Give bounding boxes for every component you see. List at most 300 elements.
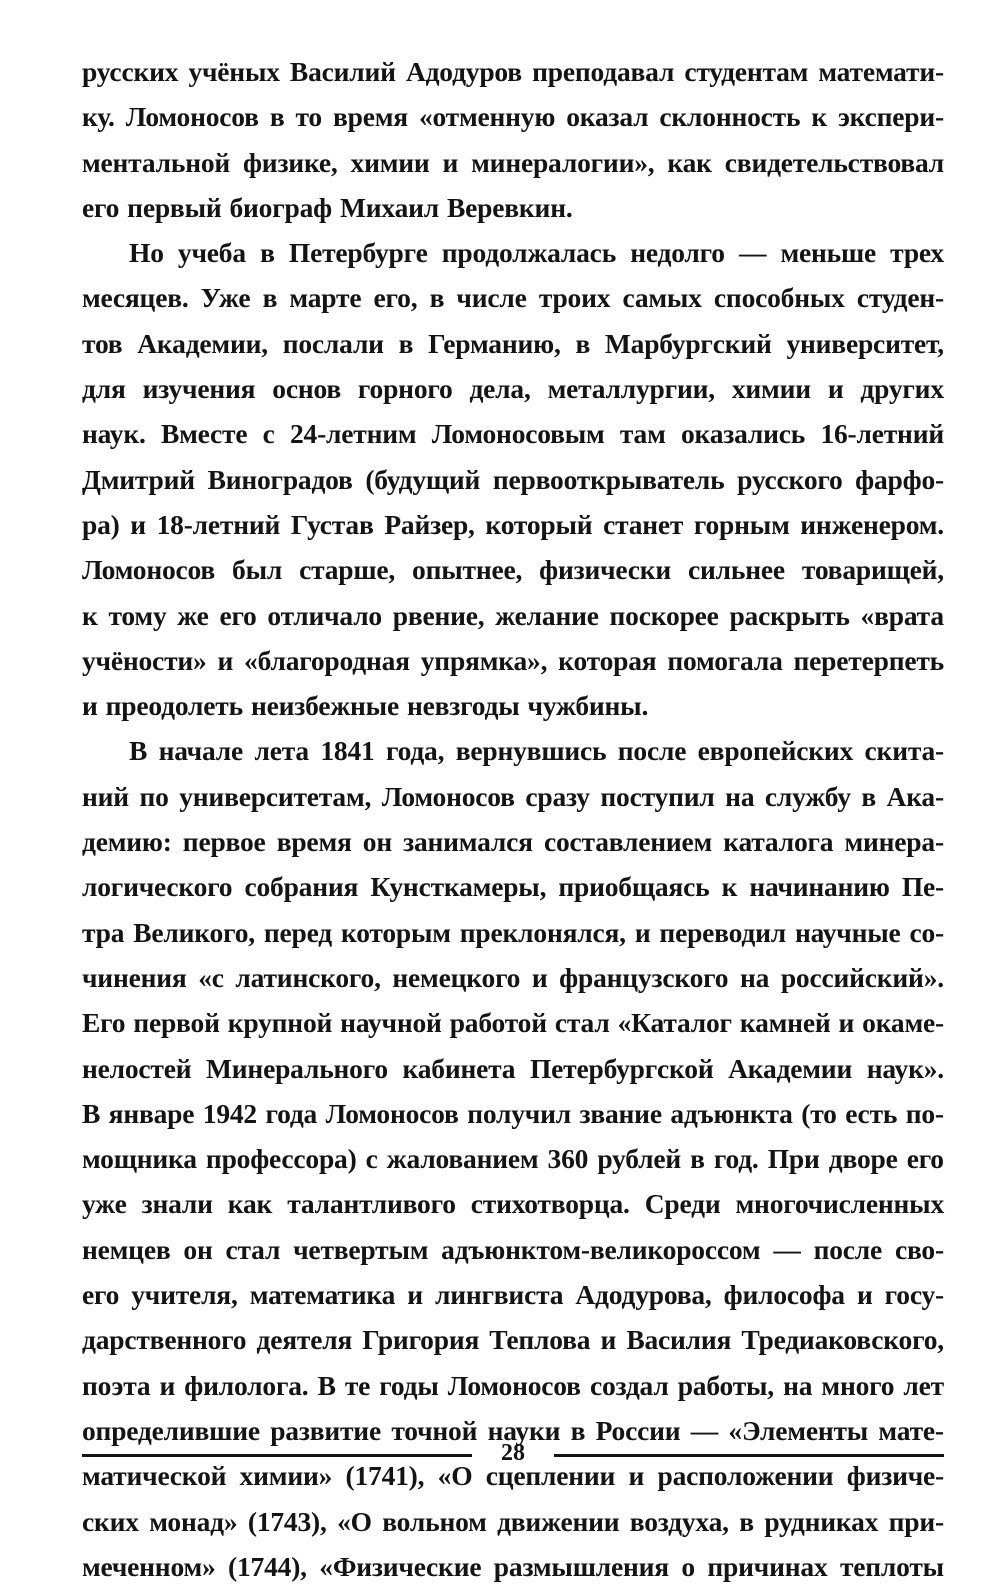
word: к xyxy=(82,599,98,631)
word: Уже xyxy=(200,282,251,314)
word: он xyxy=(362,826,392,858)
word: работы, xyxy=(677,1369,774,1401)
word: научные xyxy=(794,916,901,948)
word: поскорее xyxy=(609,599,719,631)
word: Василий xyxy=(289,56,396,87)
word: — xyxy=(773,1233,801,1265)
word: экспери- xyxy=(837,101,944,133)
text-line xyxy=(82,464,944,509)
word: склонность xyxy=(659,101,801,133)
word: Григория xyxy=(362,1324,480,1356)
word: марте xyxy=(289,282,362,314)
word: стихотворца. xyxy=(470,1188,630,1220)
word: Виноградов xyxy=(207,463,353,495)
word: четвертым xyxy=(293,1233,429,1265)
word: вернувшись xyxy=(455,735,607,767)
word: движении xyxy=(497,1505,620,1537)
word: Но xyxy=(129,237,164,269)
word: переводил xyxy=(659,916,786,948)
word: каталога xyxy=(723,826,834,858)
word: мощника xyxy=(82,1143,197,1175)
word: горным xyxy=(693,508,790,540)
text-line xyxy=(82,962,944,1007)
word: работой xyxy=(449,1007,547,1039)
word: учёности» xyxy=(82,644,207,676)
text-line xyxy=(82,917,944,962)
word: 1942 xyxy=(202,1097,257,1129)
word: Ломоносов xyxy=(381,780,515,812)
text-line xyxy=(82,645,944,690)
word: и xyxy=(130,508,146,540)
word: начинанию xyxy=(749,871,890,903)
word: расположении xyxy=(657,1460,834,1492)
word: Дмитрий xyxy=(82,463,195,495)
word: желание xyxy=(495,599,599,631)
word: студен- xyxy=(856,282,944,314)
word: послали xyxy=(282,327,384,359)
word: теплоты xyxy=(839,1550,944,1582)
word: воздуха, xyxy=(629,1505,729,1537)
word: адъюнкта xyxy=(670,1097,793,1129)
word: о xyxy=(681,1550,695,1582)
word: демию: xyxy=(82,826,172,858)
word: — xyxy=(690,1414,719,1446)
word: В xyxy=(129,735,148,767)
word: Академии xyxy=(728,1052,853,1084)
word: неизбежные xyxy=(250,690,399,722)
word: и xyxy=(217,644,234,676)
word: В xyxy=(82,1097,101,1129)
word: других xyxy=(860,373,944,405)
word: в xyxy=(262,282,278,314)
word: раскрыть xyxy=(729,599,850,631)
word: год. xyxy=(713,1143,759,1175)
word: по- xyxy=(905,1097,944,1129)
word: деятеля xyxy=(256,1324,353,1356)
text-line xyxy=(82,328,944,373)
word: причинах xyxy=(707,1550,828,1582)
word: на xyxy=(739,961,770,993)
word: учителя, xyxy=(131,1279,238,1311)
text-line xyxy=(82,101,944,146)
text-line xyxy=(82,192,944,237)
word: «О xyxy=(437,1460,473,1492)
word: чужбины. xyxy=(527,690,649,722)
word: Ломоносов xyxy=(325,1097,459,1129)
text-line xyxy=(82,735,944,780)
word: отличало xyxy=(267,599,382,631)
word: старше, xyxy=(299,554,396,586)
word: окаме- xyxy=(862,1007,944,1039)
word: Кунсткамеры, xyxy=(370,871,547,903)
word: вольном xyxy=(382,1505,487,1537)
text-line xyxy=(82,1234,944,1279)
text-line xyxy=(82,509,944,554)
word: уже xyxy=(82,1188,127,1220)
word: Марбургский xyxy=(604,327,772,359)
word: которым xyxy=(340,916,451,948)
word: ских xyxy=(82,1505,139,1537)
word: тому xyxy=(108,599,167,631)
word: студентам xyxy=(684,56,809,87)
word: российский». xyxy=(780,961,944,993)
text-line xyxy=(82,1098,944,1143)
word: Среди xyxy=(644,1188,721,1220)
word: определившие xyxy=(82,1414,260,1446)
word: тра xyxy=(82,916,125,948)
text-line xyxy=(82,554,944,599)
word: «благородная xyxy=(244,644,410,676)
word: европейских xyxy=(697,735,854,767)
word: математи- xyxy=(818,56,944,87)
word: — xyxy=(738,237,767,269)
word: рублей xyxy=(597,1143,681,1175)
text-line xyxy=(82,871,944,916)
word: на xyxy=(783,1369,813,1401)
word: года, xyxy=(385,735,445,767)
word: Пе- xyxy=(901,871,944,903)
word: 360 xyxy=(547,1143,589,1175)
word: и xyxy=(407,1279,423,1311)
word: опытнее, xyxy=(412,554,523,586)
word: 1841 xyxy=(320,735,375,767)
word: преподавал xyxy=(532,56,675,87)
word: Его xyxy=(82,1007,126,1039)
word: сцеплении xyxy=(485,1460,616,1492)
word: наук». xyxy=(866,1052,944,1084)
text-line xyxy=(82,826,944,871)
word: годы xyxy=(379,1369,439,1401)
word: его xyxy=(82,1279,120,1311)
footer-rule-left xyxy=(82,1454,472,1457)
word: Густав xyxy=(290,508,374,540)
word: в xyxy=(429,282,445,314)
word: его xyxy=(219,599,257,631)
word: как xyxy=(227,1188,273,1220)
word: месяцев. xyxy=(82,282,189,314)
word: троих xyxy=(538,282,611,314)
word: (1741), xyxy=(345,1460,425,1492)
text-line xyxy=(82,237,944,282)
word: Теплова xyxy=(489,1324,591,1356)
word: «О xyxy=(337,1505,372,1537)
word: чинения xyxy=(82,961,187,993)
word: Германию, xyxy=(428,327,561,359)
word: профессора) xyxy=(205,1143,357,1175)
word: собрания xyxy=(244,871,359,903)
word: металлургии, xyxy=(547,373,715,405)
footer-rule-right xyxy=(554,1454,944,1457)
word: математика xyxy=(249,1279,396,1311)
word: свидетельствовал xyxy=(724,146,944,178)
word: январе xyxy=(108,1097,195,1129)
word: товарищей, xyxy=(801,554,944,586)
word: и xyxy=(628,1460,645,1492)
word: начале xyxy=(158,735,244,767)
word: адъюнктом-великороссом xyxy=(441,1233,761,1265)
word: филолога. xyxy=(184,1369,309,1401)
word: и xyxy=(634,916,651,948)
word: русского xyxy=(737,463,843,495)
word: помогала xyxy=(667,644,783,676)
word: в xyxy=(260,237,275,269)
word: Адодурова, xyxy=(575,1279,712,1311)
page-body-text xyxy=(82,56,944,1596)
word: стал xyxy=(225,1233,281,1265)
word: после xyxy=(617,735,687,767)
word: к xyxy=(811,101,827,133)
word: первое xyxy=(182,826,266,858)
word: первой xyxy=(133,1007,220,1039)
text-line xyxy=(82,1551,944,1596)
word: Ломоносовым xyxy=(431,418,605,450)
word: преклонялся, xyxy=(459,916,626,948)
word: 24-летним xyxy=(289,418,417,450)
word: 16-летний xyxy=(820,418,944,450)
word: изучения xyxy=(142,373,256,405)
word: размышления xyxy=(493,1550,669,1582)
text-line xyxy=(82,1506,944,1551)
word: трех xyxy=(890,237,944,269)
word: Ака- xyxy=(886,780,944,812)
word: знали xyxy=(141,1188,213,1220)
word: его, xyxy=(373,282,418,314)
word: станет xyxy=(603,508,684,540)
word: химии xyxy=(731,373,811,405)
word: учёных xyxy=(188,56,280,87)
word: Петербургской xyxy=(529,1052,714,1084)
word: есть xyxy=(845,1097,898,1129)
word: и xyxy=(442,146,459,178)
word: философа xyxy=(723,1279,845,1311)
word: ментальной xyxy=(82,146,231,178)
word: матической xyxy=(82,1460,227,1492)
word: точной xyxy=(391,1414,478,1446)
word: службу xyxy=(764,780,851,812)
word: Петербурге xyxy=(288,237,428,269)
text-line xyxy=(82,600,944,645)
word: (будущий xyxy=(365,463,481,495)
word: к xyxy=(721,871,738,903)
word: получил xyxy=(467,1097,571,1129)
word: Академии, xyxy=(137,327,268,359)
word: звание xyxy=(579,1097,662,1129)
word: меченном» xyxy=(82,1550,216,1582)
word: самых xyxy=(622,282,702,314)
word: рвение, xyxy=(392,599,485,631)
word: 18-летний xyxy=(156,508,281,540)
word: продолжалась xyxy=(441,237,617,269)
word: лета xyxy=(254,735,309,767)
word: Тредиаковского, xyxy=(741,1324,944,1356)
word: числе xyxy=(456,282,527,314)
word: Василия xyxy=(626,1324,732,1356)
word: в xyxy=(739,1505,754,1537)
text-line xyxy=(82,1053,944,1098)
word: русских xyxy=(82,56,179,87)
word: в xyxy=(861,780,876,812)
word: «Элементы xyxy=(728,1414,869,1446)
word: «отменную xyxy=(418,101,556,133)
word: года xyxy=(265,1097,318,1129)
word: физически xyxy=(539,554,672,586)
word: горного xyxy=(357,373,453,405)
word: химии xyxy=(350,146,430,178)
word: научной xyxy=(340,1007,442,1039)
text-line xyxy=(82,418,944,463)
word: фарфо- xyxy=(855,463,944,495)
word: немцев xyxy=(82,1233,171,1265)
word: биограф xyxy=(229,191,332,223)
word: развитие xyxy=(270,1414,381,1446)
page-number: 28 xyxy=(501,1440,525,1466)
word: время xyxy=(276,826,352,858)
word: и xyxy=(600,1324,617,1356)
text-line xyxy=(82,147,944,192)
word: который xyxy=(485,508,593,540)
word: много xyxy=(821,1369,895,1401)
word: физике, xyxy=(242,146,338,178)
word: камней xyxy=(739,1007,831,1039)
word: химии» xyxy=(239,1460,333,1492)
word: в xyxy=(269,101,285,133)
word: рудниках xyxy=(764,1505,879,1537)
word: в xyxy=(575,327,591,359)
word: кабинета xyxy=(402,1052,516,1084)
word: преодолеть xyxy=(105,690,243,722)
word: науки xyxy=(487,1414,561,1446)
word: университетам, xyxy=(179,780,372,812)
word: его xyxy=(82,191,120,223)
word: в xyxy=(690,1143,705,1175)
word: сильнее xyxy=(688,554,785,586)
word: в xyxy=(570,1414,586,1446)
word: то xyxy=(295,101,322,133)
word: перед xyxy=(263,916,332,948)
word: невзгоды xyxy=(406,690,520,722)
word: первооткрыватель xyxy=(492,463,725,495)
word: немецкого xyxy=(392,961,521,993)
word: «Физические xyxy=(319,1550,482,1582)
word: университет, xyxy=(786,327,944,359)
word: меньше xyxy=(780,237,876,269)
word: упрямка», xyxy=(420,644,548,676)
word: Адодуров xyxy=(405,56,522,87)
word: дела, xyxy=(469,373,531,405)
word: ра) xyxy=(82,508,120,540)
word: наук. xyxy=(82,418,146,450)
text-line xyxy=(82,373,944,418)
word: «с xyxy=(198,961,224,993)
word: время xyxy=(332,101,408,133)
word: (1744), xyxy=(228,1550,307,1582)
text-line xyxy=(82,56,944,101)
page-footer xyxy=(82,1440,944,1470)
word: французского xyxy=(559,961,729,993)
word: создал xyxy=(589,1369,669,1401)
text-line xyxy=(82,1007,944,1052)
word: «Каталог xyxy=(617,1007,732,1039)
text-line xyxy=(82,1143,944,1188)
word: учеба xyxy=(177,237,246,269)
word: При xyxy=(767,1143,820,1175)
word: логического xyxy=(82,871,233,903)
word: скита- xyxy=(864,735,944,767)
word: нелостей xyxy=(82,1052,192,1084)
word: дарственного xyxy=(82,1324,247,1356)
word: и xyxy=(159,1369,176,1401)
text-line xyxy=(82,1279,944,1324)
word: перетерпеть xyxy=(793,644,944,676)
word: сво- xyxy=(894,1233,944,1265)
text-line xyxy=(82,781,944,826)
word: же xyxy=(177,599,209,631)
word: В xyxy=(317,1369,336,1401)
word: недолго xyxy=(630,237,725,269)
word: и xyxy=(838,1007,855,1039)
word: поступил xyxy=(600,780,715,812)
word: Райзер, xyxy=(384,508,475,540)
word: Веревкин. xyxy=(447,191,573,223)
word: сразу xyxy=(525,780,590,812)
word: мате- xyxy=(878,1414,944,1446)
word: и xyxy=(82,690,98,722)
word: его xyxy=(906,1143,944,1175)
word: и xyxy=(856,1279,873,1311)
word: со- xyxy=(909,916,944,948)
word: жалованием xyxy=(386,1143,539,1175)
text-line xyxy=(82,1370,944,1415)
word: занимался xyxy=(403,826,533,858)
word: поэта xyxy=(82,1369,151,1401)
word: и xyxy=(531,961,548,993)
word: там xyxy=(619,418,666,450)
word: основ xyxy=(272,373,341,405)
word: после xyxy=(813,1233,883,1265)
word: на xyxy=(725,780,755,812)
text-line xyxy=(82,690,944,735)
word: в xyxy=(398,327,414,359)
word: латинского, xyxy=(235,961,381,993)
text-line xyxy=(82,1324,944,1369)
word: Михаил xyxy=(340,191,440,223)
word: талантливого xyxy=(287,1188,456,1220)
word: дворе xyxy=(828,1143,898,1175)
word: (1743), xyxy=(247,1505,327,1537)
word: для xyxy=(82,373,126,405)
word: и xyxy=(827,373,844,405)
word: ний xyxy=(82,780,129,812)
word: первый xyxy=(127,191,222,223)
word: многочисленных xyxy=(735,1188,944,1220)
word: которая xyxy=(558,644,657,676)
word: те xyxy=(344,1369,371,1401)
word: с xyxy=(365,1143,378,1175)
word: по xyxy=(139,780,169,812)
word: Ломоносов xyxy=(125,101,259,133)
word: оказались xyxy=(680,418,806,450)
word: минера- xyxy=(844,826,944,858)
word: тов xyxy=(82,327,123,359)
word: Минерального xyxy=(206,1052,388,1084)
word: приобщаясь xyxy=(558,871,710,903)
word: минералогии», xyxy=(471,146,655,178)
word: инженером. xyxy=(800,508,944,540)
word: Вместе xyxy=(160,418,248,450)
word: Великого, xyxy=(133,916,255,948)
word: России xyxy=(595,1414,681,1446)
word: при- xyxy=(888,1505,944,1537)
